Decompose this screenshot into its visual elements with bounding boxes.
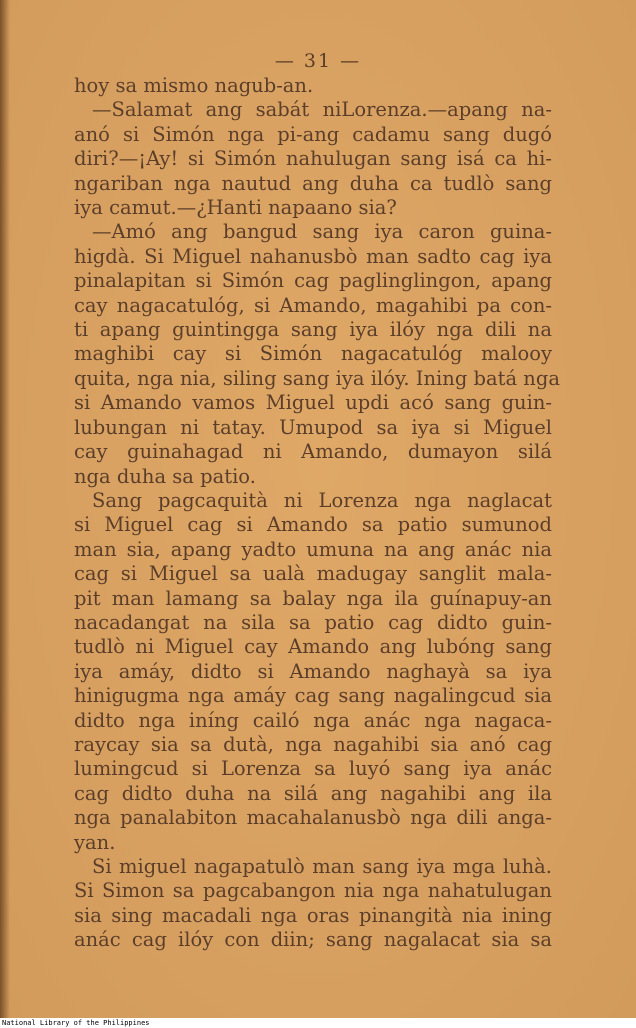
text-line: nacadangat na sila sa patio cag didto guin- bbox=[74, 610, 552, 634]
text-line: raycay sia sa dutà, nga nagahibi sia anó cag bbox=[74, 732, 552, 756]
body-text bbox=[74, 74, 560, 953]
text-line: sia sing macadali nga oras pinangità nia ining bbox=[74, 903, 552, 927]
text-line: man sia, apang yadto umuna na ang anác nia bbox=[74, 537, 552, 561]
text-line: quita, nga nia, siling sang iya ilóy. Ining batá nga bbox=[74, 366, 560, 390]
text-line: cay guinahagad ni Amando, dumayon silá bbox=[74, 440, 552, 464]
text-line: Sang pagcaquità ni Lorenza nga naglacat bbox=[92, 488, 552, 512]
text-line: ti apang guintingga sang iya ilóy nga dili na bbox=[74, 318, 552, 342]
text-line: pit man lamang sa balay nga ila guínapuy-an bbox=[74, 586, 552, 610]
page-number: — 31 — bbox=[274, 50, 362, 72]
library-credit: National Library of the Philippines bbox=[2, 1019, 150, 1027]
text-line: Si miguel nagapatulò man sang iya mga luhà. bbox=[92, 855, 552, 878]
text-line: higdà. Si Miguel nahanusbò man sadto cag iya bbox=[74, 244, 552, 268]
text-line: nga panalabiton macahalanusbò nga dili anga- bbox=[74, 806, 552, 830]
text-line: nga duha sa patio. bbox=[74, 464, 256, 488]
page-edge-shadow bbox=[0, 0, 10, 1018]
text-line: diri?—¡Ay! si Simón nahulugan sang isá ca hi- bbox=[74, 147, 552, 171]
footer-bar bbox=[0, 1018, 636, 1028]
text-line: anó si Simón nga pi-ang cadamu sang dugó bbox=[74, 122, 552, 146]
text-line: iya amáy, didto si Amando naghayà sa iya bbox=[74, 659, 552, 683]
text-line: Si Simon sa pagcabangon nia nga nahatulugan bbox=[74, 879, 552, 903]
text-line: —Salamat ang sabát niLorenza.—apang na- bbox=[92, 98, 552, 122]
text-line: lumingcud si Lorenza sa luyó sang iya anác bbox=[74, 757, 552, 781]
text-line: cag didto duha na silá ang nagahibi ang ila bbox=[74, 781, 552, 805]
text-line: ngariban nga nautud ang duha ca tudlò sang bbox=[74, 171, 552, 195]
text-line: hoy sa mismo nagub-an. bbox=[74, 74, 314, 97]
text-line: lubungan ni tatay. Umupod sa iya si Miguel bbox=[74, 415, 552, 439]
text-line: yan. bbox=[74, 830, 116, 854]
text-line: anác cag ilóy con diin; sang nagalacat sia sa bbox=[74, 928, 552, 952]
text-line: iya camut.—¿Hanti napaano sia? bbox=[74, 196, 397, 220]
text-line: didto nga iníng cailó nga anác nga nagaca- bbox=[74, 708, 552, 732]
text-line: si Miguel cag si Amando sa patio sumunod bbox=[74, 513, 552, 537]
text-line: pinalapitan si Simón cag paglinglingon, apang bbox=[74, 269, 552, 293]
text-line: —Amó ang bangud sang iya caron guina- bbox=[92, 220, 552, 244]
text-line: hinigugma nga amáy cag sang nagalingcud sia bbox=[74, 684, 552, 708]
text-line: maghibi cay si Simón nagacatulóg malooy bbox=[74, 342, 552, 366]
text-line: tudlò ni Miguel cay Amando ang lubóng sang bbox=[74, 635, 552, 659]
text-line: cag si Miguel sa ualà madugay sanglit mala- bbox=[74, 562, 552, 586]
text-line: si Amando vamos Miguel updi acó sang guin- bbox=[74, 391, 552, 415]
text-line: cay nagacatulóg, si Amando, magahibi pa con- bbox=[74, 293, 552, 317]
